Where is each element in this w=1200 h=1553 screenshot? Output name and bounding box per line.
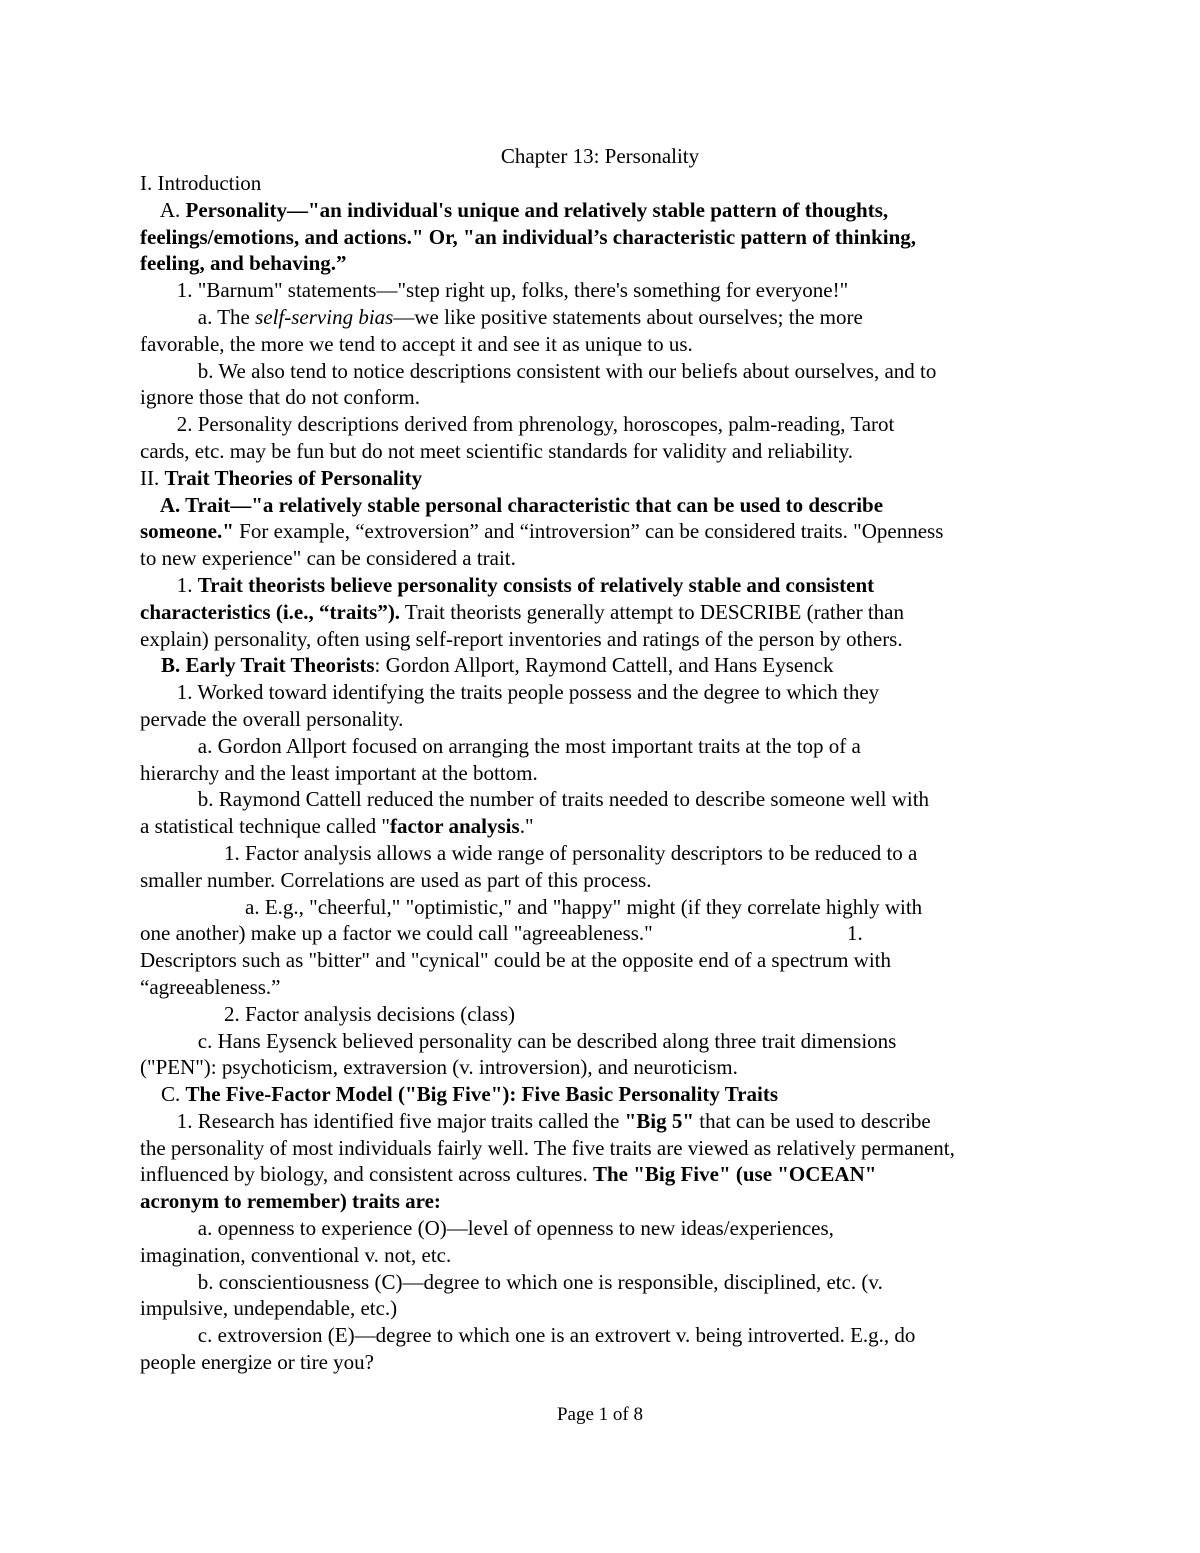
text-line — [140, 867, 1070, 894]
bold-text: B. Early Trait Theorists — [140, 653, 375, 678]
text-run: ." — [519, 814, 534, 839]
text-run: one another) make up a factor we could call "agreeableness." — [140, 921, 653, 946]
text-line — [140, 974, 1070, 1001]
bold-text: feelings/emotions, and actions." Or, "an individual’s characteristic pattern of thinking, — [140, 224, 917, 249]
text-run: ("PEN"): psychoticism, extraversion (v. introversion), and neuroticism. — [140, 1055, 738, 1080]
text-line — [140, 760, 1070, 787]
text-run: a. E.g., "cheerful," "optimistic," and "happy" might (if they correlate highly with — [140, 894, 923, 919]
italic-text: self-serving bias — [255, 304, 394, 329]
text-run: a. Gordon Allport focused on arranging the most important traits at the top of a — [140, 733, 861, 758]
text-run: to new experience" can be considered a trait. — [140, 546, 516, 571]
text-run: influenced by biology, and consistent across cultures. — [140, 1162, 593, 1187]
text-run: —we like positive statements about ourselves; the more — [393, 304, 863, 329]
text-line — [140, 1108, 1070, 1135]
text-run: “agreeableness.” — [140, 974, 281, 999]
text-run: impulsive, undependable, etc.) — [140, 1296, 398, 1321]
text-run: : Gordon Allport, Raymond Cattell, and Hans Eysenck — [374, 653, 834, 678]
text-line — [140, 358, 1070, 385]
bold-text: A. Trait—"a relatively stable personal characteristic that can be used to describe — [140, 492, 884, 517]
text-run: favorable, the more we tend to accept it and see it as unique to us. — [140, 331, 693, 356]
text-run: 1. Factor analysis allows a wide range of personality descriptors to be reduced to a — [140, 840, 918, 865]
bold-text: Personality—"an individual's unique and relatively stable pattern of thoughts, — [185, 197, 889, 222]
text-run: c. extroversion (E)—degree to which one is an extrovert v. being introverted. E.g., do — [140, 1323, 916, 1348]
bold-text: Trait theorists believe personality consists of relatively stable and consistent — [197, 572, 875, 597]
text-line — [140, 1215, 1070, 1242]
text-line — [140, 545, 1070, 572]
text-line — [140, 786, 1070, 813]
text-run: ignore those that do not conform. — [140, 385, 420, 410]
bold-text: "Big 5" — [624, 1108, 695, 1133]
text-run: pervade the overall personality. — [140, 706, 404, 731]
text-line — [140, 384, 1070, 411]
text-run: cards, etc. may be fun but do not meet scientific standards for validity and reliability. — [140, 438, 854, 463]
text-line — [140, 170, 1070, 197]
text-run: imagination, conventional v. not, etc. — [140, 1242, 452, 1267]
text-line — [140, 652, 1070, 679]
text-line — [140, 492, 1070, 519]
bold-text: factor analysis — [389, 814, 520, 839]
text-line — [140, 411, 1070, 438]
text-run: Trait theorists generally attempt to DESCRIBE (rather than — [400, 599, 904, 624]
text-run: 1. — [140, 572, 198, 597]
text-line — [140, 1349, 1070, 1376]
bold-text: The "Big Five" (use "OCEAN" — [592, 1162, 877, 1187]
text-run: 1. Research has identified five major traits called the — [140, 1108, 625, 1133]
text-line — [140, 572, 1070, 599]
text-line — [140, 947, 1070, 974]
text-run: smaller number. Correlations are used as part of this process. — [140, 867, 652, 892]
text-run: b. Raymond Cattell reduced the number of traits needed to describe someone well with — [140, 787, 930, 812]
bold-text: someone." — [140, 519, 234, 544]
text-line — [140, 277, 1070, 304]
text-line — [140, 1322, 1070, 1349]
text-line — [140, 599, 1070, 626]
text-run: 1. — [652, 921, 863, 946]
text-line — [140, 706, 1070, 733]
text-line — [140, 438, 1070, 465]
page-footer: Page 1 of 8 — [556, 1404, 643, 1425]
text-line — [140, 1188, 1070, 1215]
text-line — [140, 465, 1070, 492]
text-line — [140, 1081, 1070, 1108]
text-run: a. The — [140, 304, 256, 329]
text-run: Descriptors such as "bitter" and "cynical" could be at the opposite end of a spectrum with — [140, 948, 891, 973]
document-body — [140, 170, 1070, 1376]
text-line — [140, 1001, 1070, 1028]
text-line — [140, 1135, 1070, 1162]
text-run: 1. Worked toward identifying the traits people possess and the degree to which they — [140, 680, 880, 705]
text-run: I. Introduction — [140, 171, 262, 195]
text-line — [140, 1269, 1070, 1296]
page-title: Chapter 13: Personality — [500, 144, 700, 168]
text-line — [140, 626, 1070, 653]
bold-text: Trait Theories of Personality — [164, 465, 423, 490]
text-run: a statistical technique called " — [140, 814, 390, 839]
text-run: 2. Personality descriptions derived from phrenology, horoscopes, palm-reading, Tarot — [140, 412, 895, 437]
text-line — [140, 331, 1070, 358]
text-run: b. conscientiousness (C)—degree to which one is responsible, disciplined, etc. (v. — [140, 1269, 883, 1294]
text-run: that can be used to describe — [694, 1108, 931, 1133]
text-run: c. Hans Eysenck believed personality can be described along three trait dimensions — [140, 1028, 897, 1053]
text-line — [140, 733, 1070, 760]
text-run: the personality of most individuals fairly well. The five traits are viewed as relatively permanent, — [140, 1135, 955, 1160]
text-line — [140, 840, 1070, 867]
text-line — [140, 518, 1070, 545]
text-run: 2. Factor analysis decisions (class) — [140, 1001, 516, 1026]
bold-text: acronym to remember) traits are: — [140, 1189, 441, 1214]
text-line — [140, 894, 1070, 921]
text-run: people energize or tire you? — [140, 1350, 375, 1375]
text-run: a. openness to experience (O)—level of openness to new ideas/experiences, — [140, 1216, 834, 1241]
text-run: II. — [140, 465, 165, 490]
text-line — [140, 679, 1070, 706]
text-run: For example, “extroversion” and “introversion” can be considered traits. "Openness — [233, 519, 944, 544]
text-line — [140, 1242, 1070, 1269]
bold-text: characteristics (i.e., “traits”). — [140, 599, 401, 624]
text-run: b. We also tend to notice descriptions consistent with our beliefs about ourselves, and to — [140, 358, 937, 383]
text-run: hierarchy and the least important at the bottom. — [140, 760, 538, 785]
text-line — [140, 1054, 1070, 1081]
text-line — [140, 304, 1070, 331]
text-line — [140, 1028, 1070, 1055]
text-run: 1. "Barnum" statements—"step right up, folks, there's something for everyone!" — [140, 278, 849, 303]
text-line — [140, 813, 1070, 840]
text-line — [140, 197, 1070, 224]
bold-text: feeling, and behaving.” — [140, 251, 347, 276]
text-run: C. — [140, 1082, 186, 1107]
text-line — [140, 1161, 1070, 1188]
text-line — [140, 920, 1070, 947]
text-run: A. — [140, 197, 186, 222]
text-run: explain) personality, often using self-report inventories and ratings of the person by others. — [140, 626, 903, 651]
text-line — [140, 1295, 1070, 1322]
text-line — [140, 224, 1070, 251]
bold-text: The Five-Factor Model ("Big Five"): Five Basic Personality Traits — [185, 1082, 779, 1107]
text-line — [140, 250, 1070, 277]
